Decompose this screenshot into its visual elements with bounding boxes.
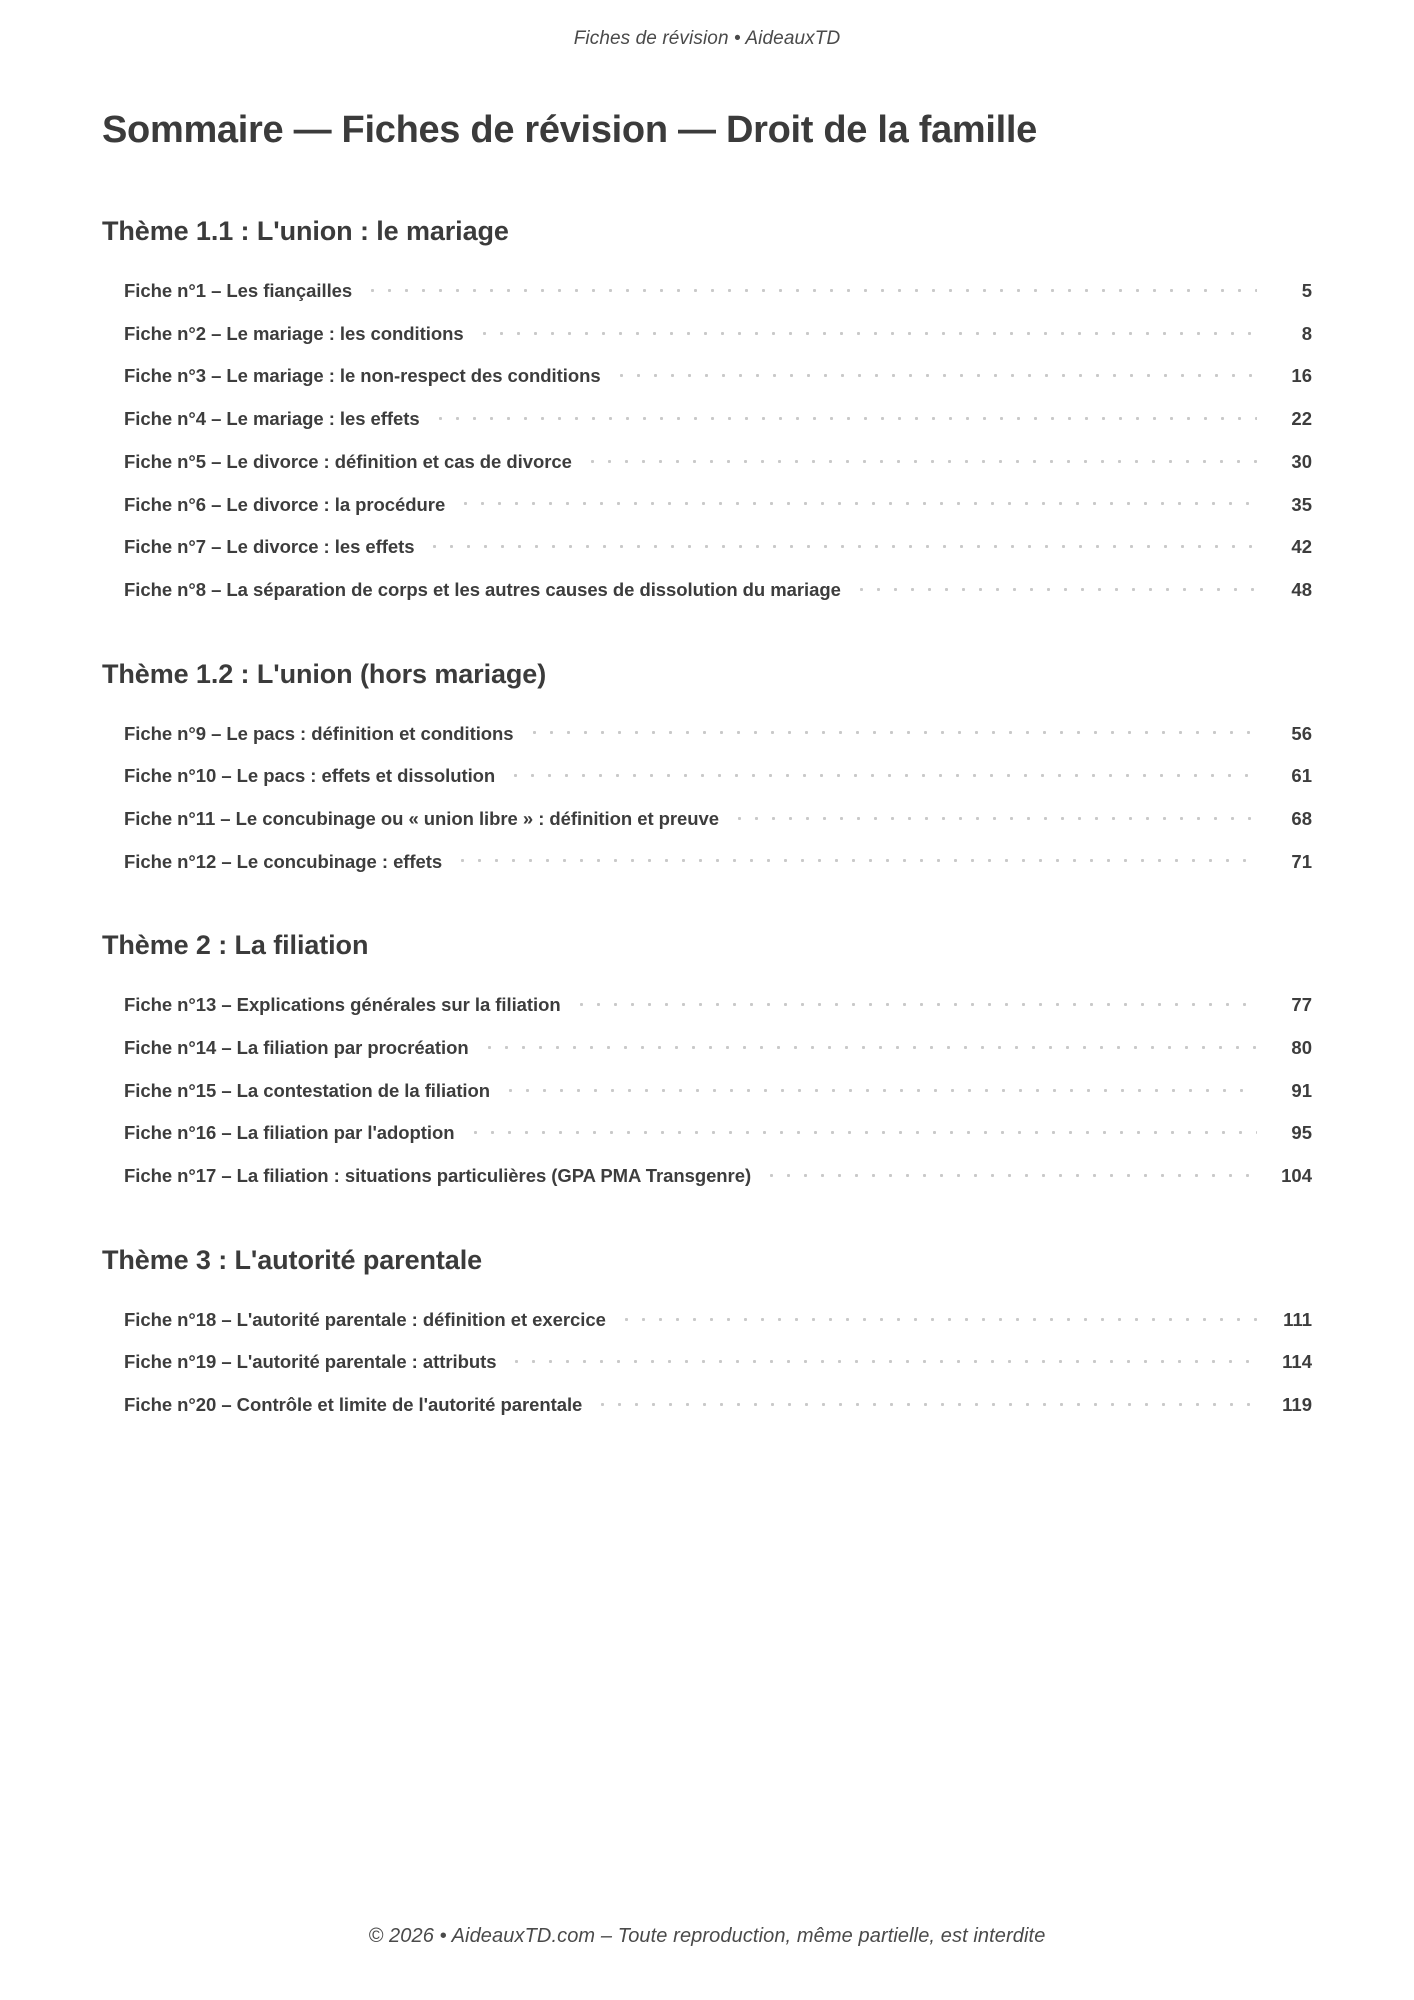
toc-entry-label: Fiche n°6 – Le divorce : la procédure [124,493,446,515]
toc-entry[interactable] [124,1111,1312,1154]
toc-entry[interactable] [124,269,1312,312]
theme-section [102,930,1312,1196]
toc-entry[interactable] [124,1026,1312,1069]
theme-section [102,1245,1312,1426]
dot-leader [507,764,1257,783]
toc-entry-page-number: 80 [1291,1037,1312,1059]
toc-entry[interactable] [124,440,1312,483]
toc-entry-label: Fiche n°11 – Le concubinage ou « union libre » : définition et preuve [124,807,720,829]
dot-leader [618,1307,1257,1326]
toc-entry-label: Fiche n°17 – La filiation : situations particulières (GPA PMA Transgenre) [124,1165,752,1187]
toc-entry-label: Fiche n°9 – Le pacs : définition et conditions [124,722,514,744]
toc-entry-list [124,269,1312,611]
toc-entry-page-number: 56 [1291,722,1312,744]
toc-entry-list [124,1298,1312,1426]
theme-heading: Thème 3 : L'autorité parentale [102,1244,483,1275]
toc-entry-page-number: 8 [1301,322,1312,344]
toc-entry-page-number: 30 [1291,450,1312,472]
toc-entry-label: Fiche n°13 – Explications générales sur la filiation [124,994,561,1016]
toc-entry[interactable] [124,1298,1312,1341]
toc-entry-page-number: 5 [1301,280,1312,302]
toc-entry-label: Fiche n°2 – Le mariage : les conditions [124,322,464,344]
toc-entry-label: Fiche n°1 – Les fiançailles [124,280,353,302]
toc-entry[interactable] [124,754,1312,797]
dot-leader [508,1350,1257,1369]
toc-entry-list [124,712,1312,883]
toc-entry-page-number: 48 [1291,578,1312,600]
theme-heading: Thème 1.1 : L'union : le mariage [102,216,509,247]
toc-entry-label: Fiche n°19 – L'autorité parentale : attributs [124,1351,497,1373]
dot-leader [731,806,1257,825]
dot-leader [502,1078,1257,1097]
toc-entry-page-number: 95 [1291,1122,1312,1144]
toc-entry-page-number: 42 [1291,536,1312,558]
dot-leader [432,407,1257,426]
toc-entry-page-number: 104 [1281,1165,1312,1187]
dot-leader [481,1036,1257,1055]
toc-entry-page-number: 119 [1282,1394,1312,1416]
toc-entry-label: Fiche n°12 – Le concubinage : effets [124,850,443,872]
dot-leader [457,492,1257,511]
toc-entry-label: Fiche n°4 – Le mariage : les effets [124,408,420,430]
dot-leader [594,1393,1257,1412]
toc-entry-page-number: 16 [1291,365,1312,387]
toc-entry-page-number: 22 [1291,408,1312,430]
toc-entry-label: Fiche n°20 – Contrôle et limite de l'autorité parentale [124,1394,583,1416]
toc-entry[interactable] [124,312,1312,355]
dot-leader [454,849,1257,868]
toc-entry[interactable] [124,1154,1312,1197]
toc-entry-page-number: 71 [1291,850,1312,872]
toc-entry-label: Fiche n°7 – Le divorce : les effets [124,536,415,558]
dot-leader [584,449,1257,468]
toc-entry[interactable] [124,797,1312,840]
dot-leader [853,577,1257,596]
toc-entry[interactable] [124,1069,1312,1112]
running-header: Fiches de révision • AideauxTD [573,28,841,49]
dot-leader [476,321,1257,340]
dot-leader [763,1164,1257,1183]
toc-entry[interactable] [124,568,1312,611]
theme-section [102,216,1312,611]
dot-leader [526,721,1257,740]
theme-heading: Thème 2 : La filiation [102,930,369,961]
toc-entry-label: Fiche n°3 – Le mariage : le non-respect des conditions [124,365,601,387]
toc-entry-label: Fiche n°18 – L'autorité parentale : définition et exercice [124,1308,606,1330]
toc-entry-label: Fiche n°5 – Le divorce : définition et cas de divorce [124,450,572,472]
toc-entry-page-number: 91 [1291,1079,1312,1101]
toc-entry-label: Fiche n°14 – La filiation par procréation [124,1037,469,1059]
theme-section [102,659,1312,883]
toc-entry-label: Fiche n°8 – La séparation de corps et les autres causes de dissolution du mariage [124,578,841,600]
toc-entry-page-number: 77 [1291,994,1312,1016]
toc-entry-label: Fiche n°15 – La contestation de la filiation [124,1079,491,1101]
dot-leader [613,364,1257,383]
toc-entry-page-number: 61 [1291,765,1312,787]
theme-heading: Thème 1.2 : L'union (hors mariage) [102,658,547,689]
toc-entry[interactable] [124,525,1312,568]
dot-leader [467,1121,1257,1140]
toc-entry[interactable] [124,840,1312,883]
toc-entry[interactable] [124,397,1312,440]
dot-leader [426,535,1257,554]
toc-entry[interactable] [124,354,1312,397]
dot-leader [573,993,1257,1012]
toc-entry-label: Fiche n°16 – La filiation par l'adoption [124,1122,455,1144]
toc-entry[interactable] [124,712,1312,755]
toc-entry[interactable] [124,483,1312,526]
toc-entry-page-number: 35 [1291,493,1312,515]
page-title: Sommaire — Fiches de révision — Droit de la famille [102,109,1037,151]
toc-entry-page-number: 114 [1282,1351,1312,1373]
document-footer: © 2026 • AideauxTD.com – Toute reproduction, même partielle, est interdite [368,1925,1046,1947]
toc-entry[interactable] [124,983,1312,1026]
toc-entry-page-number: 111 [1283,1308,1312,1330]
table-of-contents [102,152,1312,2000]
toc-entry-page-number: 68 [1291,807,1312,829]
toc-entry[interactable] [124,1383,1312,1426]
toc-entry-list [124,983,1312,1196]
toc-entry[interactable] [124,1340,1312,1383]
dot-leader [364,279,1257,298]
toc-entry-label: Fiche n°10 – Le pacs : effets et dissolution [124,765,496,787]
